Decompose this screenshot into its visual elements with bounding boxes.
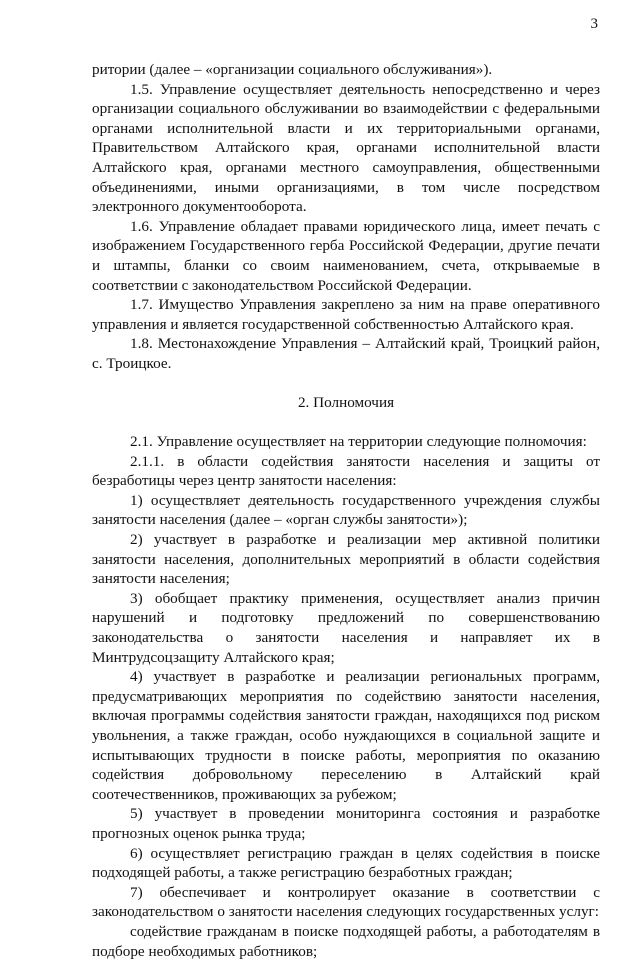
paragraph-1-8: 1.8. Местонахождение Управления – Алтайский край, Троицкий район, с. Троицкое. bbox=[92, 335, 600, 372]
paragraph-1-7: 1.7. Имущество Управления закреплено за ним на праве оперативного управления и является государственной собственностью Алтайского края. bbox=[92, 296, 600, 333]
list-item-1: 1) осуществляет деятельность государственного учреждения службы занятости населения (далее – «орган службы занятости»); bbox=[92, 491, 600, 529]
page-number: 3 bbox=[590, 16, 598, 32]
paragraph-2-1: 2.1. Управление осуществляет на территории следующие полномочия: bbox=[130, 433, 587, 451]
list-item-5: 5) участвует в проведении мониторинга состояния и разработке прогнозных оценок рынка труда; bbox=[92, 805, 600, 842]
paragraph-2-1-1: 2.1.1. в области содействия занятости населения и защиты от безработицы через центр занятости населения: bbox=[92, 452, 600, 490]
list-item-6: 6) осуществляет регистрацию граждан в целях содействия в поиске подходящей работы, а также регистрацию безработных граждан; bbox=[92, 844, 600, 882]
list-item-7: 7) обеспечивает и контролирует оказание в соответствии с законодательством о занятости населения следующих государственных услуг: bbox=[92, 883, 600, 921]
list-item-2: 2) участвует в разработке и реализации мер активной политики занятости населения, дополнительных мероприятий в области содействия занятости населения; bbox=[92, 531, 600, 588]
section-heading: 2. Полномочия bbox=[297, 393, 395, 411]
list-subitem: содействие гражданам в поиске подходящей работы, а работодателям в подборе необходимых работников; bbox=[92, 922, 600, 960]
paragraph-1-5: 1.5. Управление осуществляет деятельность непосредственно и через организации социального обслуживании во взаимодействии с федеральными органами исполнительной власти и их территориальными органами, Правительством Алтайского края, органами исполнительной власти Алтайского края, органами местного самоуправления, общественными объединениями, иными организациями, в том числе посредством электронного документооборота. bbox=[92, 80, 600, 216]
paragraph-1-6: 1.6. Управление обладает правами юридического лица, имеет печать с изображением Государственного герба Российской Федерации, другие печати и штампы, бланки со своим наименованием, счета, открываемые в соответствии с законодательством Российской Федерации. bbox=[92, 217, 600, 294]
document-body bbox=[92, 60, 600, 961]
list-item-3: 3) обобщает практику применения, осуществляет анализ причин нарушений и подготовку предложений по совершенствованию законодательства о занятости населения и направляет их в Минтрудсоцзащиту Алтайского края; bbox=[92, 589, 600, 666]
paragraph-continuation: ритории (далее – «организации социального обслуживания»). bbox=[92, 61, 493, 78]
list-item-4: 4) участвует в разработке и реализации региональных программ, предусматривающих мероприятия по содействию занятости населения, включая программы содействия занятости граждан, находящихся под риском увольнения, а также граждан, особо нуждающихся в социальной защите и испытывающих трудности в поиске работы, мероприятия по оказанию содействия добровольному переселению в Алтайский край соотечественников, проживающих за рубежом; bbox=[92, 668, 600, 803]
